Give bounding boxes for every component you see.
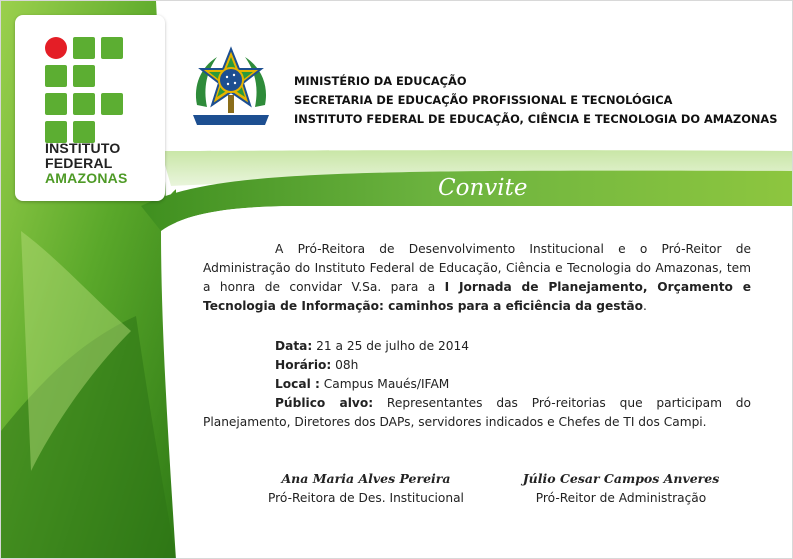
header-ministry: MINISTÉRIO DA EDUCAÇÃO <box>294 74 467 88</box>
signature-role: Pró-Reitora de Des. Institucional <box>268 491 464 505</box>
date-value: 21 a 25 de julho de 2014 <box>312 339 470 353</box>
event-name: I Jornada de Planejamento, Orçamento e Tecnologia de Informação: caminhos para a eficiência da gestão <box>203 280 751 313</box>
signature-block-2 <box>501 470 741 508</box>
event-details <box>203 337 751 432</box>
audience-value: Representantes das Pró-reitorias que participam do Planejamento, Diretores dos DAPs, servidores indicados e Chefes de TI dos Campi. <box>203 396 751 429</box>
institution-logo <box>15 15 165 201</box>
signature-name: Ana Maria Alves Pereira <box>281 471 451 486</box>
time-value: 08h <box>331 358 359 372</box>
invitation-title: Convite <box>438 175 528 201</box>
signature-block-1 <box>246 470 486 508</box>
brazil-coat-of-arms-icon <box>187 45 275 133</box>
detail-date <box>203 337 751 356</box>
intro-text: A Pró-Reitora de Desenvolvimento Institucional e o Pró-Reitor de Administração do Instituto Federal de Educação, Ciência e Tecnologia do Amazonas, tem a honra de convidar V.Sa. para a <box>203 242 751 294</box>
place-value: Campus Maués/IFAM <box>319 377 450 391</box>
detail-place <box>203 375 751 394</box>
signature-name: Júlio Cesar Campos Anveres <box>522 471 720 486</box>
if-grid-logo-icon <box>45 37 129 147</box>
header-secretariat: SECRETARIA DE EDUCAÇÃO PROFISSIONAL E TECNOLÓGICA <box>294 93 673 107</box>
detail-audience <box>203 394 751 432</box>
logo-text-instituto: INSTITUTO <box>45 140 121 156</box>
logo-text-federal: FEDERAL <box>45 155 113 171</box>
signature-role: Pró-Reitor de Administração <box>535 491 707 505</box>
header-institute: INSTITUTO FEDERAL DE EDUCAÇÃO, CIÊNCIA E TECNOLOGIA DO AMAZONAS <box>294 112 778 126</box>
intro-end: . <box>642 299 647 313</box>
ministry-header <box>294 72 777 129</box>
audience-label: Público alvo: <box>275 396 374 410</box>
place-label: Local : <box>275 377 320 391</box>
date-label: Data: <box>275 339 313 353</box>
invitation-intro <box>203 240 751 316</box>
detail-time <box>203 356 751 375</box>
time-label: Horário: <box>275 358 332 372</box>
logo-text-amazonas: AMAZONAS <box>45 170 128 186</box>
